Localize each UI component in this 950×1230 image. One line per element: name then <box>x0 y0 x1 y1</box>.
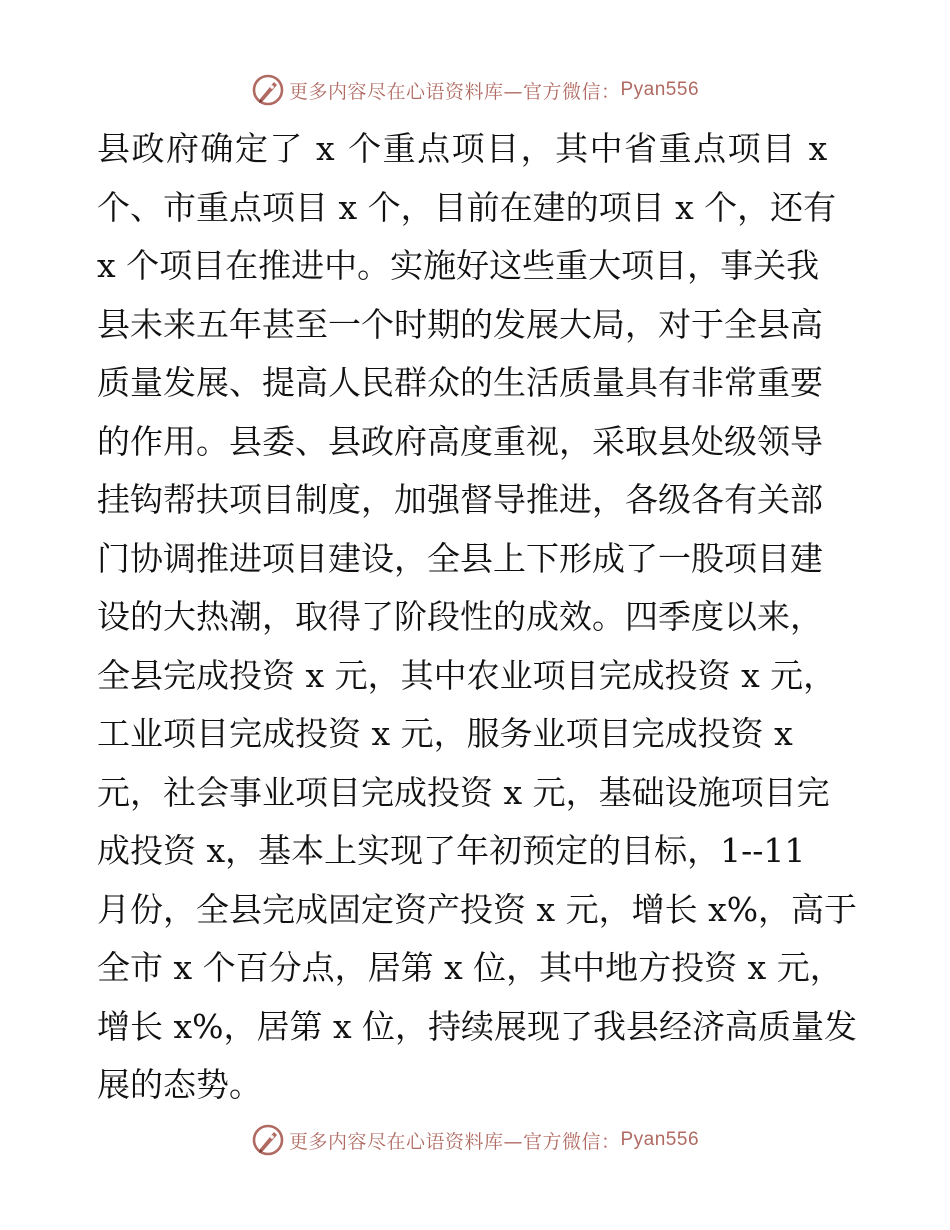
footer-watermark <box>0 1120 950 1160</box>
header-watermark <box>0 70 950 110</box>
watermark-id: Pyan556 <box>620 1129 700 1150</box>
body-line: 月份，全县完成固定资产投资 x 元，增长 x%，高于 <box>97 889 858 929</box>
body-line: 个、市重点项目 x 个，目前在建的项目 x 个，还有 <box>97 187 837 227</box>
body-line: 县未来五年甚至一个时期的发展大局，对于全县高 <box>97 304 823 344</box>
body-line: 挂钩帮扶项目制度，加强督导推进，各级各有关部 <box>97 480 823 519</box>
body-line: 的作用。县委、县政府高度重视，采取县处级领导 <box>97 421 823 461</box>
body-line: 工业项目完成投资 x 元，服务业项目完成投资 x <box>97 714 793 753</box>
pen-logo-icon <box>251 73 285 107</box>
watermark-text: 更多内容尽在心语资料库—官方微信： <box>288 1130 621 1153</box>
body-line: 成投资 x，基本上实现了年初预定的目标，1--11 <box>97 831 806 870</box>
body-line: 县政府确定了 x 个重点项目，其中省重点项目 x <box>97 129 829 168</box>
body-line: 全县完成投资 x 元，其中农业项目完成投资 x 元， <box>97 655 837 695</box>
body-line: 增长 x%，居第 x 位，持续展现了我县经济高质量发 <box>97 1006 858 1046</box>
body-line: 元，社会事业项目完成投资 x 元，基础设施项目完 <box>97 772 830 812</box>
body-line: x 个项目在推进中。实施好这些重大项目，事关我 <box>97 246 820 285</box>
body-line: 全市 x 个百分点，居第 x 位，其中地方投资 x 元， <box>97 948 843 987</box>
pen-logo-icon <box>251 1123 285 1157</box>
body-line: 展的态势。 <box>97 1065 262 1104</box>
document-body <box>97 120 857 1115</box>
body-line: 设的大热潮，取得了阶段性的成效。四季度以来， <box>97 597 823 636</box>
body-line: 门协调推进项目建设，全县上下形成了一股项目建 <box>97 538 823 578</box>
body-line: 质量发展、提高人民群众的生活质量具有非常重要 <box>97 363 823 402</box>
watermark-text: 更多内容尽在心语资料库—官方微信： <box>288 80 621 103</box>
watermark-id: Pyan556 <box>620 79 700 100</box>
